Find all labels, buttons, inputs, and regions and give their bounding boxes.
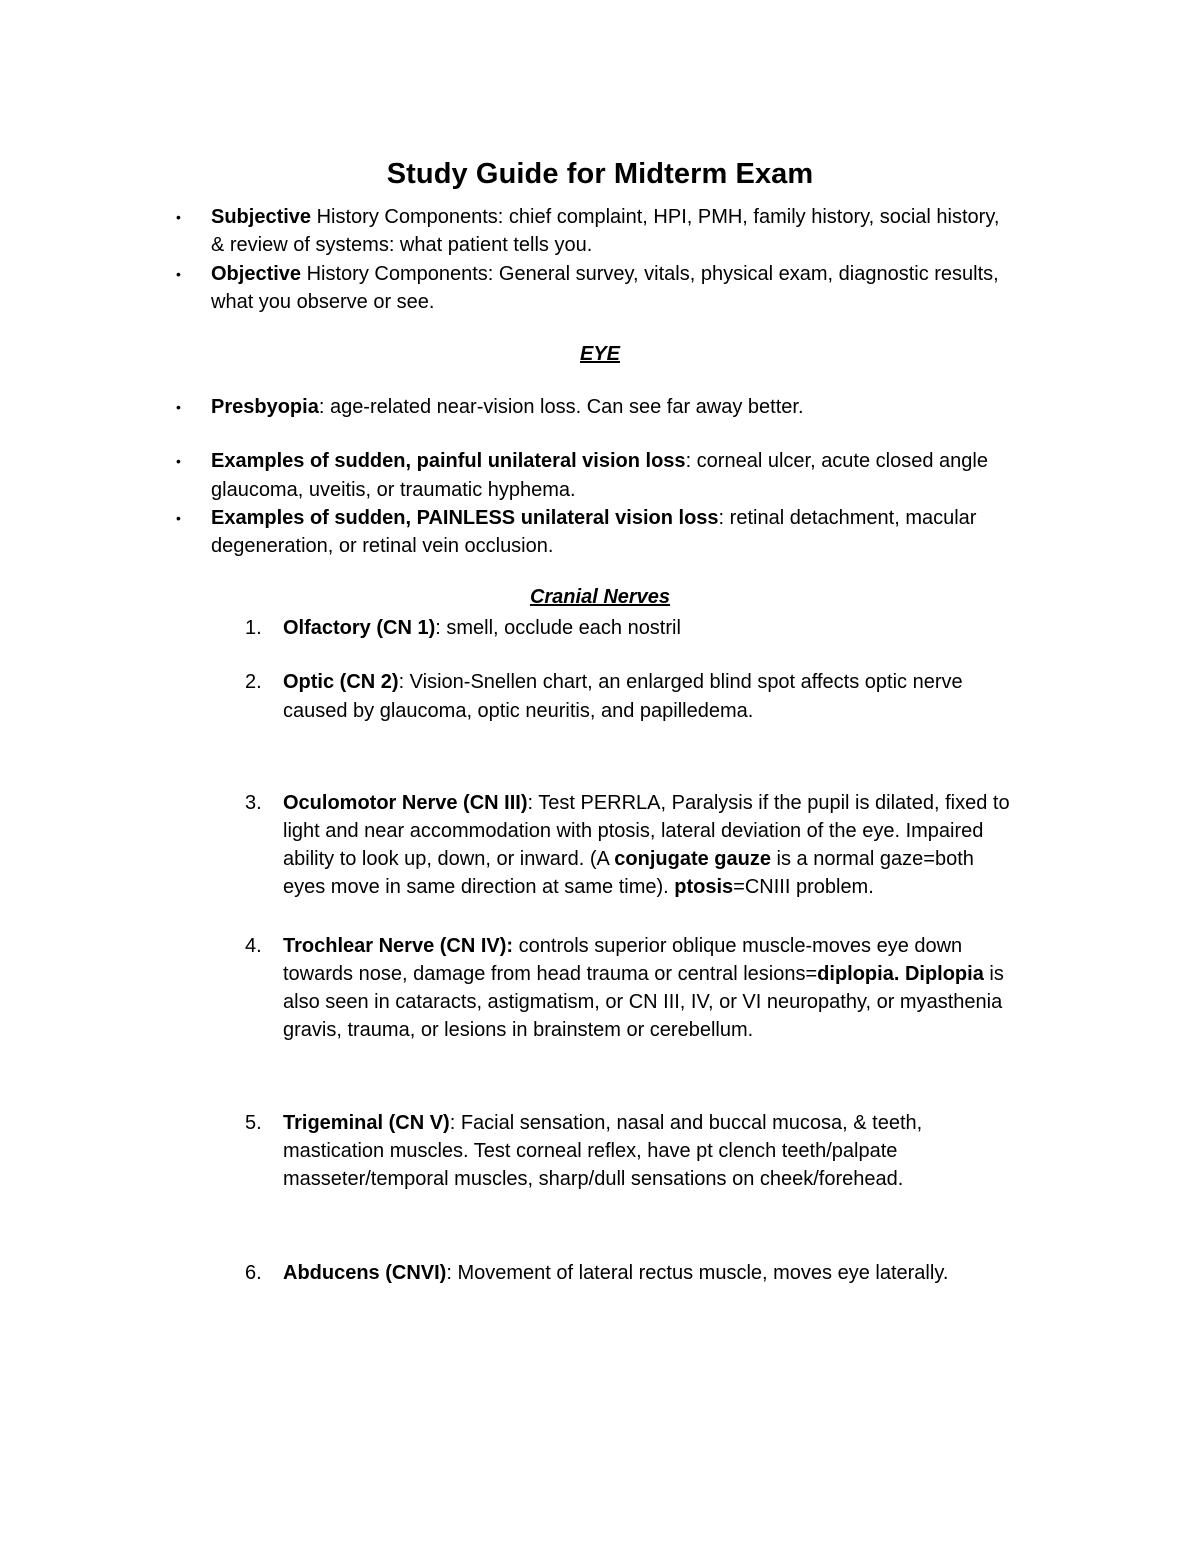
bullet-icon: • <box>176 399 181 415</box>
oculomotor-line-4: eyes move in same direction at same time). ptosis=CNIII problem. <box>283 876 874 898</box>
trochlear-line-4: gravis, trauma, or lesions in brainstem or cerebellum. <box>283 1019 754 1041</box>
objective-line-1: Objective History Components: General survey, vitals, physical exam, diagnostic results, <box>211 263 999 285</box>
list-number: 4. <box>245 935 262 957</box>
painful-line-1: Examples of sudden, painful unilateral vision loss: corneal ulcer, acute closed angle <box>211 450 988 472</box>
list-number: 1. <box>245 617 262 639</box>
trochlear-line-2: towards nose, damage from head trauma or central lesions=diplopia. Diplopia is <box>283 963 1004 985</box>
painless-line-2: degeneration, or retinal vein occlusion. <box>211 535 554 557</box>
list-number: 5. <box>245 1112 262 1134</box>
olfactory-term: Olfactory (CN 1) <box>283 617 436 639</box>
oculomotor-line-2: light and near accommodation with ptosis, lateral deviation of the eye. Impaired <box>283 820 984 842</box>
oculomotor-line-3: ability to look up, down, or inward. (A conjugate gauze is a normal gaze=both <box>283 848 974 870</box>
eye-heading: EYE <box>579 343 621 365</box>
cranial-nerves-heading: Cranial Nerves <box>529 586 671 608</box>
list-number: 2. <box>245 671 262 693</box>
trigeminal-line-2: mastication muscles. Test corneal reflex, have pt clench teeth/palpate <box>283 1140 898 1162</box>
bullet-icon: • <box>176 453 181 469</box>
painful-line-2: glaucoma, uveitis, or traumatic hyphema. <box>211 479 576 501</box>
optic-term: Optic (CN 2) <box>283 671 399 693</box>
objective-term: Objective <box>211 263 302 285</box>
presbyopia-line: Presbyopia: age-related near-vision loss. Can see far away better. <box>211 396 804 418</box>
bullet-icon: • <box>176 510 181 526</box>
trochlear-line-3: also seen in cataracts, astigmatism, or CN III, IV, or VI neuropathy, or myasthenia <box>283 991 1003 1013</box>
optic-line-2: caused by glaucoma, optic neuritis, and papilledema. <box>283 700 754 722</box>
oculomotor-line-1: Oculomotor Nerve (CN III): Test PERRLA, Paralysis if the pupil is dilated, fixed to <box>283 792 1010 814</box>
subjective-line-1: Subjective History Components: chief complaint, HPI, PMH, family history, social history, <box>211 206 1000 228</box>
bullet-icon: • <box>176 209 181 225</box>
presbyopia-term: Presbyopia <box>211 396 319 418</box>
painful-term: Examples of sudden, painful unilateral vision loss <box>211 450 686 472</box>
page-title: Study Guide for Midterm Exam <box>386 158 814 190</box>
subjective-term: Subjective <box>211 206 312 228</box>
oculomotor-term: Oculomotor Nerve (CN III) <box>283 792 528 814</box>
optic-line-1: Optic (CN 2): Vision-Snellen chart, an enlarged blind spot affects optic nerve <box>283 671 963 693</box>
objective-line-2: what you observe or see. <box>211 291 435 313</box>
trochlear-line-1: Trochlear Nerve (CN IV): controls superior oblique muscle-moves eye down <box>283 935 963 957</box>
painless-term: Examples of sudden, PAINLESS unilateral vision loss <box>211 507 719 529</box>
list-number: 6. <box>245 1262 262 1284</box>
trigeminal-term: Trigeminal (CN V) <box>283 1112 450 1134</box>
trigeminal-line-1: Trigeminal (CN V): Facial sensation, nasal and buccal mucosa, & teeth, <box>283 1112 923 1134</box>
olfactory-line-1: Olfactory (CN 1): smell, occlude each nostril <box>283 617 681 639</box>
trigeminal-line-3: masseter/temporal muscles, sharp/dull sensations on cheek/forehead. <box>283 1168 904 1190</box>
bullet-icon: • <box>176 266 181 282</box>
abducens-line-1: Abducens (CNVI): Movement of lateral rectus muscle, moves eye laterally. <box>283 1262 949 1284</box>
painless-line-1: Examples of sudden, PAINLESS unilateral vision loss: retinal detachment, macular <box>211 507 977 529</box>
trochlear-term: Trochlear Nerve (CN IV): <box>283 935 514 957</box>
subjective-line-2: & review of systems: what patient tells you. <box>211 234 593 256</box>
abducens-term: Abducens (CNVI) <box>283 1262 447 1284</box>
list-number: 3. <box>245 792 262 814</box>
